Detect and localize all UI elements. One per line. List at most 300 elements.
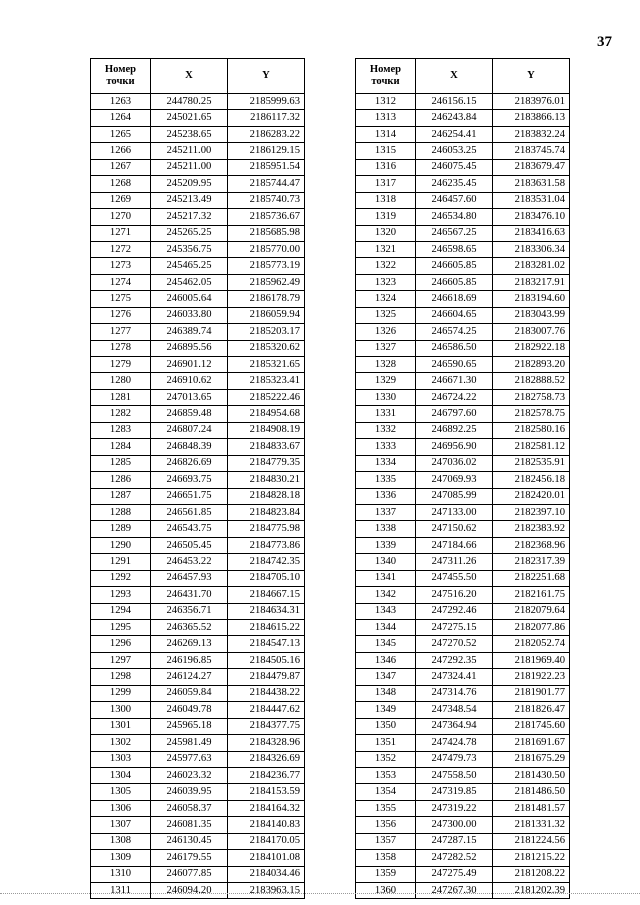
cell-x: 247036.02 — [416, 455, 493, 471]
table-row — [356, 307, 570, 323]
cell-y: 2184447.62 — [228, 702, 305, 718]
cell-x: 247516.20 — [416, 587, 493, 603]
table-row — [91, 817, 305, 833]
cell-x: 245211.00 — [151, 159, 228, 175]
table-row — [356, 587, 570, 603]
cell-y: 2183866.13 — [493, 110, 570, 126]
cell-x: 247150.62 — [416, 521, 493, 537]
cell-point-number: 1314 — [356, 126, 416, 142]
cell-y: 2182079.64 — [493, 603, 570, 619]
cell-x: 247455.50 — [416, 570, 493, 586]
table-row — [356, 718, 570, 734]
cell-x: 247013.65 — [151, 389, 228, 405]
cell-point-number: 1345 — [356, 636, 416, 652]
table-row — [356, 767, 570, 783]
cell-x: 246033.80 — [151, 307, 228, 323]
cell-point-number: 1327 — [356, 340, 416, 356]
cell-y: 2184505.16 — [228, 652, 305, 668]
header-x: X — [416, 59, 493, 94]
cell-x: 246243.84 — [416, 110, 493, 126]
table-row — [91, 587, 305, 603]
cell-x: 247324.41 — [416, 669, 493, 685]
table-row — [91, 126, 305, 142]
cell-y: 2181208.22 — [493, 866, 570, 882]
cell-x: 246081.35 — [151, 817, 228, 833]
cell-x: 246179.55 — [151, 850, 228, 866]
cell-point-number: 1339 — [356, 537, 416, 553]
cell-point-number: 1356 — [356, 817, 416, 833]
table-row — [91, 800, 305, 816]
cell-y: 2181486.50 — [493, 784, 570, 800]
cell-x: 247275.49 — [416, 866, 493, 882]
cell-x: 246910.62 — [151, 373, 228, 389]
cell-y: 2183832.24 — [493, 126, 570, 142]
cell-point-number: 1302 — [91, 735, 151, 751]
table-row — [91, 833, 305, 849]
cell-point-number: 1355 — [356, 800, 416, 816]
cell-point-number: 1323 — [356, 274, 416, 290]
cell-point-number: 1290 — [91, 537, 151, 553]
cell-x: 246567.25 — [416, 225, 493, 241]
table-row — [356, 570, 570, 586]
cell-point-number: 1336 — [356, 488, 416, 504]
cell-y: 2184634.31 — [228, 603, 305, 619]
table-row — [91, 702, 305, 718]
cell-point-number: 1299 — [91, 685, 151, 701]
cell-point-number: 1322 — [356, 258, 416, 274]
cell-point-number: 1334 — [356, 455, 416, 471]
table-row — [356, 652, 570, 668]
table-row — [356, 422, 570, 438]
cell-x: 246826.69 — [151, 455, 228, 471]
table-row — [91, 389, 305, 405]
cell-point-number: 1326 — [356, 324, 416, 340]
cell-x: 246724.22 — [416, 389, 493, 405]
table-row — [91, 883, 305, 899]
table-row — [356, 883, 570, 899]
table-row — [91, 274, 305, 290]
cell-x: 246605.85 — [416, 274, 493, 290]
cell-point-number: 1292 — [91, 570, 151, 586]
cell-y: 2186059.94 — [228, 307, 305, 323]
table-row — [91, 669, 305, 685]
table-row — [356, 126, 570, 142]
cell-y: 2184164.32 — [228, 800, 305, 816]
cell-point-number: 1337 — [356, 504, 416, 520]
cell-y: 2183679.47 — [493, 159, 570, 175]
cell-point-number: 1285 — [91, 455, 151, 471]
cell-y: 2184377.75 — [228, 718, 305, 734]
cell-x: 246651.75 — [151, 488, 228, 504]
cell-x: 244780.25 — [151, 94, 228, 110]
table-row — [91, 258, 305, 274]
left-table-body — [91, 94, 305, 899]
cell-y: 2181224.56 — [493, 833, 570, 849]
cell-y: 2181331.32 — [493, 817, 570, 833]
table-row — [91, 159, 305, 175]
cell-point-number: 1319 — [356, 209, 416, 225]
cell-point-number: 1358 — [356, 850, 416, 866]
table-row — [356, 800, 570, 816]
cell-x: 247319.22 — [416, 800, 493, 816]
table-row — [356, 159, 570, 175]
cell-x: 246693.75 — [151, 472, 228, 488]
cell-point-number: 1351 — [356, 735, 416, 751]
cell-y: 2185323.41 — [228, 373, 305, 389]
cell-x: 246895.56 — [151, 340, 228, 356]
cell-point-number: 1304 — [91, 767, 151, 783]
cell-y: 2182383.92 — [493, 521, 570, 537]
cell-y: 2182077.86 — [493, 620, 570, 636]
cell-x: 246254.41 — [416, 126, 493, 142]
cell-point-number: 1352 — [356, 751, 416, 767]
cell-y: 2182397.10 — [493, 504, 570, 520]
cell-point-number: 1320 — [356, 225, 416, 241]
cell-y: 2185962.49 — [228, 274, 305, 290]
cell-point-number: 1315 — [356, 143, 416, 159]
cell-x: 246023.32 — [151, 767, 228, 783]
cell-point-number: 1335 — [356, 472, 416, 488]
cell-x: 246235.45 — [416, 176, 493, 192]
cell-x: 245356.75 — [151, 241, 228, 257]
table-row — [91, 406, 305, 422]
cell-point-number: 1321 — [356, 241, 416, 257]
table-row — [356, 537, 570, 553]
table-row — [356, 192, 570, 208]
cell-y: 2181675.29 — [493, 751, 570, 767]
cell-point-number: 1342 — [356, 587, 416, 603]
cell-point-number: 1332 — [356, 422, 416, 438]
cell-point-number: 1293 — [91, 587, 151, 603]
cell-x: 246574.25 — [416, 324, 493, 340]
header-point-number-label: Номер точки — [369, 64, 402, 87]
table-row — [91, 866, 305, 882]
cell-y: 2183281.02 — [493, 258, 570, 274]
header-y: Y — [228, 59, 305, 94]
cell-point-number: 1283 — [91, 422, 151, 438]
table-row — [356, 603, 570, 619]
cell-y: 2184479.87 — [228, 669, 305, 685]
cell-y: 2181901.77 — [493, 685, 570, 701]
cell-y: 2186178.79 — [228, 291, 305, 307]
table-row — [91, 488, 305, 504]
cell-y: 2182251.68 — [493, 570, 570, 586]
table-row — [91, 554, 305, 570]
cell-x: 245238.65 — [151, 126, 228, 142]
table-row — [91, 192, 305, 208]
cell-x: 246892.25 — [416, 422, 493, 438]
cell-x: 245981.49 — [151, 735, 228, 751]
cell-point-number: 1296 — [91, 636, 151, 652]
table-row — [356, 439, 570, 455]
cell-y: 2185685.98 — [228, 225, 305, 241]
cell-point-number: 1295 — [91, 620, 151, 636]
cell-point-number: 1284 — [91, 439, 151, 455]
cell-x: 246586.50 — [416, 340, 493, 356]
cell-x: 247558.50 — [416, 767, 493, 783]
cell-y: 2183476.10 — [493, 209, 570, 225]
cell-y: 2183306.34 — [493, 241, 570, 257]
cell-y: 2184830.21 — [228, 472, 305, 488]
table-row — [91, 143, 305, 159]
cell-point-number: 1276 — [91, 307, 151, 323]
table-row — [356, 554, 570, 570]
cell-point-number: 1343 — [356, 603, 416, 619]
table-row — [91, 307, 305, 323]
cell-point-number: 1303 — [91, 751, 151, 767]
cell-y: 2182535.91 — [493, 455, 570, 471]
table-row — [91, 455, 305, 471]
cell-x: 246590.65 — [416, 357, 493, 373]
table-row — [356, 340, 570, 356]
cell-y: 2182368.96 — [493, 537, 570, 553]
cell-x: 246848.39 — [151, 439, 228, 455]
cell-point-number: 1286 — [91, 472, 151, 488]
cell-y: 2182758.73 — [493, 389, 570, 405]
table-header-row — [356, 59, 570, 94]
cell-y: 2184742.35 — [228, 554, 305, 570]
cell-x: 246453.22 — [151, 554, 228, 570]
cell-y: 2182161.75 — [493, 587, 570, 603]
header-point-number — [356, 59, 416, 94]
cell-point-number: 1310 — [91, 866, 151, 882]
table-row — [356, 620, 570, 636]
cell-y: 2183531.04 — [493, 192, 570, 208]
header-x: X — [151, 59, 228, 94]
cell-point-number: 1338 — [356, 521, 416, 537]
header-point-number-label: Номер точки — [104, 64, 137, 87]
cell-x: 247069.93 — [416, 472, 493, 488]
cell-point-number: 1273 — [91, 258, 151, 274]
cell-y: 2184326.69 — [228, 751, 305, 767]
cell-x: 245977.63 — [151, 751, 228, 767]
cell-point-number: 1324 — [356, 291, 416, 307]
cell-y: 2183194.60 — [493, 291, 570, 307]
cell-y: 2184328.96 — [228, 735, 305, 751]
cell-x: 247292.46 — [416, 603, 493, 619]
cell-y: 2184101.08 — [228, 850, 305, 866]
cell-point-number: 1288 — [91, 504, 151, 520]
table-row — [91, 110, 305, 126]
cell-x: 245217.32 — [151, 209, 228, 225]
cell-y: 2181691.67 — [493, 735, 570, 751]
cell-y: 2184779.35 — [228, 455, 305, 471]
cell-point-number: 1275 — [91, 291, 151, 307]
cell-point-number: 1331 — [356, 406, 416, 422]
cell-x: 246807.24 — [151, 422, 228, 438]
table-row — [91, 291, 305, 307]
cell-x: 247319.85 — [416, 784, 493, 800]
cell-point-number: 1268 — [91, 176, 151, 192]
cell-x: 247424.78 — [416, 735, 493, 751]
table-row — [356, 735, 570, 751]
cell-x: 246859.48 — [151, 406, 228, 422]
cell-y: 2182317.39 — [493, 554, 570, 570]
table-row — [356, 324, 570, 340]
table-row — [91, 504, 305, 520]
cell-y: 2182420.01 — [493, 488, 570, 504]
cell-y: 2183043.99 — [493, 307, 570, 323]
cell-x: 247270.52 — [416, 636, 493, 652]
cell-y: 2185320.62 — [228, 340, 305, 356]
cell-point-number: 1354 — [356, 784, 416, 800]
cell-y: 2181922.23 — [493, 669, 570, 685]
table-row — [91, 652, 305, 668]
table-row — [356, 488, 570, 504]
cell-x: 246534.80 — [416, 209, 493, 225]
table-row — [356, 521, 570, 537]
cell-point-number: 1307 — [91, 817, 151, 833]
cell-y: 2184833.67 — [228, 439, 305, 455]
cell-point-number: 1357 — [356, 833, 416, 849]
cell-point-number: 1308 — [91, 833, 151, 849]
cell-y: 2182456.18 — [493, 472, 570, 488]
cell-x: 246049.78 — [151, 702, 228, 718]
table-row — [91, 373, 305, 389]
cell-y: 2185951.54 — [228, 159, 305, 175]
table-row — [356, 373, 570, 389]
cell-y: 2185222.46 — [228, 389, 305, 405]
cell-y: 2184236.77 — [228, 767, 305, 783]
cell-x: 247133.00 — [416, 504, 493, 520]
cell-x: 246130.45 — [151, 833, 228, 849]
cell-point-number: 1298 — [91, 669, 151, 685]
cell-y: 2186283.22 — [228, 126, 305, 142]
cell-x: 247085.99 — [416, 488, 493, 504]
cell-y: 2182578.75 — [493, 406, 570, 422]
table-row — [356, 274, 570, 290]
cell-y: 2184954.68 — [228, 406, 305, 422]
table-row — [356, 209, 570, 225]
table-row — [91, 94, 305, 110]
cell-x: 247314.76 — [416, 685, 493, 701]
cell-point-number: 1297 — [91, 652, 151, 668]
cell-point-number: 1330 — [356, 389, 416, 405]
cell-x: 246956.90 — [416, 439, 493, 455]
cell-x: 246269.13 — [151, 636, 228, 652]
cell-y: 2184828.18 — [228, 488, 305, 504]
cell-point-number: 1281 — [91, 389, 151, 405]
cell-point-number: 1271 — [91, 225, 151, 241]
cell-x: 246431.70 — [151, 587, 228, 603]
table-row — [356, 241, 570, 257]
cell-point-number: 1287 — [91, 488, 151, 504]
cell-x: 245465.25 — [151, 258, 228, 274]
cell-y: 2183745.74 — [493, 143, 570, 159]
cell-point-number: 1291 — [91, 554, 151, 570]
header-y: Y — [493, 59, 570, 94]
cell-point-number: 1265 — [91, 126, 151, 142]
table-row — [91, 340, 305, 356]
table-row — [356, 784, 570, 800]
cell-point-number: 1289 — [91, 521, 151, 537]
table-row — [356, 504, 570, 520]
cell-x: 247292.35 — [416, 652, 493, 668]
table-row — [91, 620, 305, 636]
cell-point-number: 1350 — [356, 718, 416, 734]
table-row — [356, 357, 570, 373]
cell-point-number: 1341 — [356, 570, 416, 586]
table-row — [356, 850, 570, 866]
cell-x: 247267.30 — [416, 883, 493, 899]
cell-x: 246618.69 — [416, 291, 493, 307]
table-row — [91, 241, 305, 257]
cell-x: 246196.85 — [151, 652, 228, 668]
header-point-number — [91, 59, 151, 94]
cell-point-number: 1347 — [356, 669, 416, 685]
coordinates-table-left — [90, 58, 305, 899]
cell-point-number: 1353 — [356, 767, 416, 783]
cell-y: 2183963.15 — [228, 883, 305, 899]
cell-y: 2184153.59 — [228, 784, 305, 800]
cell-x: 246671.30 — [416, 373, 493, 389]
cell-x: 247287.15 — [416, 833, 493, 849]
cell-y: 2184438.22 — [228, 685, 305, 701]
cell-y: 2184823.84 — [228, 504, 305, 520]
cell-y: 2185744.47 — [228, 176, 305, 192]
cell-y: 2182888.52 — [493, 373, 570, 389]
table-row — [91, 784, 305, 800]
cell-y: 2185736.67 — [228, 209, 305, 225]
table-row — [356, 225, 570, 241]
cell-y: 2184615.22 — [228, 620, 305, 636]
cell-x: 246543.75 — [151, 521, 228, 537]
table-row — [356, 833, 570, 849]
cell-x: 245965.18 — [151, 718, 228, 734]
cell-x: 246058.37 — [151, 800, 228, 816]
coordinates-table-right — [355, 58, 570, 899]
cell-point-number: 1360 — [356, 883, 416, 899]
table-row — [356, 389, 570, 405]
cell-y: 2182581.12 — [493, 439, 570, 455]
cell-y: 2181481.57 — [493, 800, 570, 816]
cell-x: 245021.65 — [151, 110, 228, 126]
cell-point-number: 1282 — [91, 406, 151, 422]
cell-x: 246604.65 — [416, 307, 493, 323]
cell-point-number: 1328 — [356, 357, 416, 373]
table-row — [356, 176, 570, 192]
cell-point-number: 1266 — [91, 143, 151, 159]
cell-x: 246077.85 — [151, 866, 228, 882]
cell-point-number: 1300 — [91, 702, 151, 718]
cell-x: 246605.85 — [416, 258, 493, 274]
table-row — [356, 406, 570, 422]
table-header-row — [91, 59, 305, 94]
table-row — [91, 735, 305, 751]
cell-point-number: 1318 — [356, 192, 416, 208]
cell-point-number: 1301 — [91, 718, 151, 734]
table-row — [356, 94, 570, 110]
table-row — [91, 209, 305, 225]
table-row — [91, 521, 305, 537]
table-row — [91, 685, 305, 701]
cell-y: 2183007.76 — [493, 324, 570, 340]
cell-x: 246156.15 — [416, 94, 493, 110]
cell-x: 247282.52 — [416, 850, 493, 866]
cell-y: 2185773.19 — [228, 258, 305, 274]
cell-point-number: 1274 — [91, 274, 151, 290]
table-row — [91, 718, 305, 734]
cell-point-number: 1277 — [91, 324, 151, 340]
cell-y: 2182052.74 — [493, 636, 570, 652]
cell-x: 246365.52 — [151, 620, 228, 636]
cell-x: 245213.49 — [151, 192, 228, 208]
table-row — [356, 291, 570, 307]
cell-x: 246901.12 — [151, 357, 228, 373]
cell-point-number: 1348 — [356, 685, 416, 701]
cell-x: 246059.84 — [151, 685, 228, 701]
cell-point-number: 1317 — [356, 176, 416, 192]
